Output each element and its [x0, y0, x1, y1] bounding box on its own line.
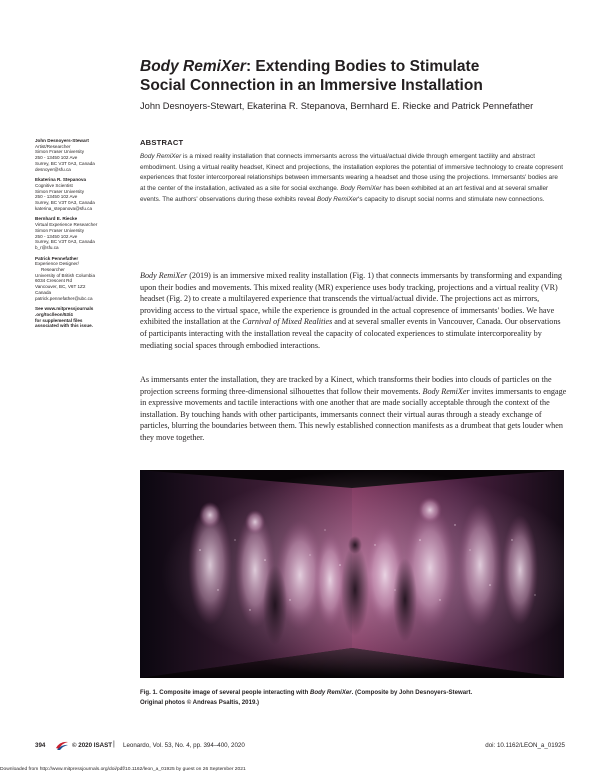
author-name: Bernhard E. Riecke [35, 216, 78, 222]
abstract-section [140, 138, 564, 206]
author-block-4 [35, 256, 135, 302]
author-affiliations-sidebar [35, 138, 135, 329]
affiliation-line: Canada [35, 289, 52, 295]
title-line-2: Social Connection in an Immersive Installation [140, 77, 483, 94]
affiliation-line: Surrey, BC V3T 0A3, Canada [35, 200, 95, 206]
author-name: Patrick Pennefather [35, 255, 79, 261]
author-list: John Desnoyers-Stewart, Ekaterina R. Stepanova, Bernhard E. Riecke and Patrick Pennefather [140, 101, 534, 111]
work-name: Body RemiXer [340, 185, 382, 193]
journal-citation: Leonardo, Vol. 53, No. 4, pp. 394–400, 2020 [123, 742, 245, 749]
supplemental-line: for supplemental files [35, 317, 83, 323]
author-block-2 [35, 177, 135, 211]
affiliation-line: Surrey, BC V3T 0A3, Canada [35, 239, 95, 245]
page-number: 394 [35, 742, 46, 749]
paragraph-text: invites immersants to engage in expressive movements and tactile interactions with one another that are made socially acceptable through the context of the installation. By touching hands with other participants, immersants connect their virtual auras through a steady exchange of particles, blurring the boundaries between them. This newly established connection manifests as a drumbeat that gets louder when they move together. [140, 386, 567, 442]
affiliation-line: Cognitive Scientist [35, 182, 73, 188]
caption-text: Fig. 1. Composite image of several people interacting with [140, 689, 310, 696]
supplemental-line[interactable]: See www.mitpressjournals [35, 306, 94, 312]
author-name: Ekaterina R. Stepanova [35, 177, 87, 183]
author-email[interactable]: desnoyer@sfu.ca [35, 166, 71, 172]
affiliation-line: Surrey, BC V3T 0A3, Canada [35, 160, 95, 166]
work-name: Body RemiXer [316, 195, 359, 203]
affiliation-line: Virtual Experience Researcher [35, 222, 98, 228]
isast-logo-icon [55, 740, 69, 751]
work-name: Body RemiXer [309, 689, 352, 696]
title-work-name: Body RemiXer [140, 58, 246, 75]
affiliation-line: 250 - 13450 102 Ave [35, 194, 78, 200]
paragraph-text: and at several smaller events in Vancouver, Canada. Our observations of participants interacting with the installation reveal the capacity of colocated experiences to stimulate intercorporeality by mediating social spaces through embodied interactions. [140, 317, 561, 350]
affiliation-line: Experience Designer/ [35, 261, 79, 267]
abstract-sentence: 's capacity to disrupt social norms and stimulate new connections. [358, 195, 545, 203]
affiliation-line: Simon Fraser University [35, 188, 85, 194]
event-name: Carnival of Mixed Realities [242, 317, 333, 327]
affiliation-line: Vancouver, BC, V6T 1Z2 [35, 284, 86, 290]
supplemental-line[interactable]: .org/toc/leon/53/4 [35, 311, 73, 317]
body-paragraph-2 [140, 374, 568, 444]
author-block-1 [35, 138, 135, 172]
title-line-1-rest: : Extending Bodies to Stimulate [245, 58, 480, 75]
affiliation-line: Artist/Researcher [35, 143, 71, 149]
abstract-sentence: has been exhibited at an art festival and at several smaller events. The authors' observations during these exhibits reveal [140, 185, 549, 203]
affiliation-line: 250 - 13450 102 Ave [35, 155, 78, 161]
affiliation-line: Simon Fraser University [35, 149, 85, 155]
author-name: John Desnoyers-Stewart [35, 138, 89, 143]
supplemental-files-note [35, 306, 135, 329]
work-name: Body RemiXer [140, 153, 182, 160]
affiliation-line: Simon Fraser University [35, 227, 85, 233]
paragraph-text: (2019) is an immersive mixed reality installation (Fig. 1) that connects immersants by transforming and expanding upon their bodies and movements. This mixed reality (MR) experience uses body tracking, projections and a virtual reality (VR) headset (Fig. 2) to create a multilayered experience that transcends the virtual/actual divide. The projections act as mirrors, providing access to the virtual space, while the experience is grounded in the actual copresence of immersants' bodies. We have exhibited the installation at the [140, 271, 562, 327]
abstract-sentence: is a mixed reality installation that connects immersants across the virtual/actual divide through emergent tactility and abstract embodiment. Using a virtual reality headset, Kinect and projections, the installation explores the potential of immersive technology to create copresent experiences that foster intercorporeal relationships between immersants wearing a headset and those using the projections. Immersants' bodies are at the center of the installation, activated as a site for social exchange. [140, 153, 564, 193]
author-email[interactable]: b_r@sfu.ca [35, 244, 59, 250]
affiliation-line: University of British Columbia [35, 272, 95, 278]
caption-text: . (Composite by John Desnoyers-Stewart. [351, 689, 473, 696]
body-paragraph-1 [140, 270, 568, 351]
author-email[interactable]: katerina_stepanova@sfu.ca [35, 205, 93, 211]
paragraph-text: As immersants enter the installation, they are tracked by a Kinect, which transforms their bodies into clouds of particles on the projection screens forming three-dimensional silhouettes that follow their movements. [140, 375, 552, 396]
affiliation-line: 6034 Crescent Rd [35, 278, 73, 284]
footer-separator: | [113, 741, 115, 748]
doi-link[interactable]: doi: 10.1162/LEON_a_01925 [485, 742, 565, 749]
page-footer [35, 741, 565, 753]
supplemental-line: associated with this issue. [35, 323, 93, 329]
figure-1-caption [140, 688, 570, 708]
title-line-1 [140, 57, 570, 76]
caption-line-2: Original photos © Andreas Psaltis, 2019.) [140, 699, 260, 706]
caption-line-1 [140, 688, 570, 698]
author-block-3 [35, 216, 135, 250]
author-email[interactable]: patrick.pennefather@ubc.ca [35, 295, 93, 301]
abstract-text [140, 152, 564, 206]
affiliation-line: 250 - 13450 102 Ave [35, 233, 78, 239]
article-title [140, 57, 570, 95]
work-name: Body RemiXer [140, 271, 188, 280]
affiliation-line: Researcher [41, 267, 65, 273]
download-note[interactable]: Downloaded from http://www.mitpressjournals.org/doi/pdf/10.1162/leon_a_01925 by guest on 26 September 2021 [0, 767, 246, 772]
abstract-heading: ABSTRACT [140, 138, 184, 147]
copyright: © 2020 ISAST [72, 742, 112, 749]
work-name: Body RemiXer [422, 386, 470, 396]
figure-1-photo [140, 470, 564, 678]
